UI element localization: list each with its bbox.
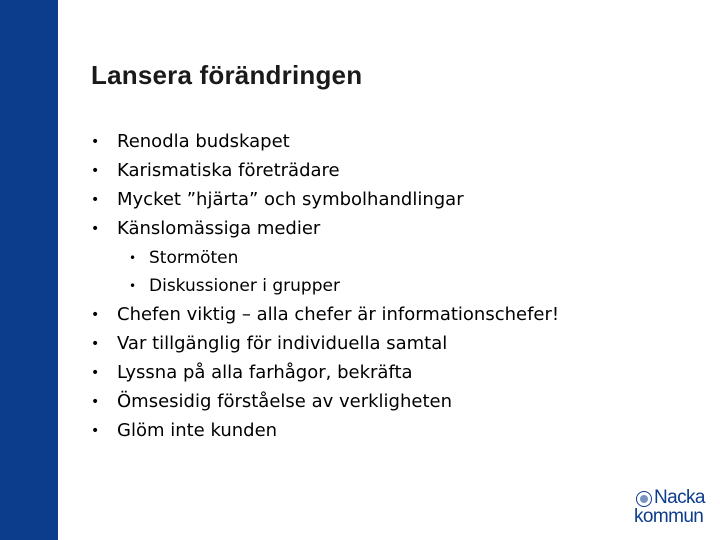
bullet-dot: • [91,134,100,150]
bullet-dot: • [91,163,100,179]
bullet-text: Renodla budskapet [117,131,290,152]
logo-text-line1: Nacka [654,487,705,508]
bullet-text: Var tillgänglig för individuella samtal [117,333,448,354]
bullet-dot: • [91,221,100,237]
bullet-text: Känslomässiga medier [117,218,321,239]
bullet-dot: • [91,192,100,208]
bullet-dot: • [129,251,137,265]
bullet-text: Mycket ”hjärta” och symbolhandlingar [117,189,464,210]
bullet-text: Diskussioner i grupper [149,276,340,296]
bullet-dot: • [91,394,100,410]
bullet-dot: • [91,307,100,323]
bullet-dot: • [91,423,100,439]
bullet-text: Stormöten [149,248,239,268]
side-accent-bar [0,0,58,540]
bullet-text: Ömsesidig förståelse av verkligheten [117,391,452,412]
bullet-dot: • [91,365,100,381]
bullet-dot: • [91,336,100,352]
slide-title: Lansera förändringen [91,60,363,90]
bullet-dot: • [129,279,137,293]
bullet-text: Karismatiska företrädare [117,160,340,181]
logo-text-line2: kommun [634,506,704,527]
bullet-text: Glöm inte kunden [117,420,278,441]
bullet-text: Lyssna på alla farhågor, bekräfta [117,362,413,383]
logo-emblem-icon [636,491,652,507]
bullet-text: Chefen viktig – alla chefer är informationschefer! [117,304,560,325]
nacka-kommun-logo [634,487,716,531]
